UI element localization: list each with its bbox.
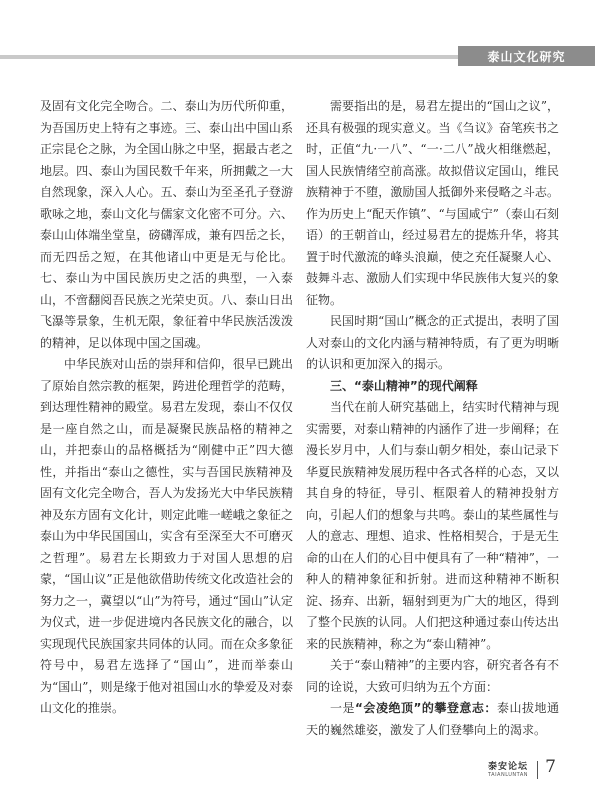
section-title: 泰山文化研究 — [487, 49, 566, 64]
right-paragraph-1: 需要指出的是，易君左提出的“国山之议”，还具有极强的现实意义。当《刍议》奋笔疾书之时，正值“九·一八”、“一·二八”战火相继燃起，国人民族情绪空前高涨。故拟借议定国山，维民族精神于不堕，激励国人抵御外来侵略之斗志。作为历史上“配天作镇”、“与国咸宁”（泰山石刻语）的王朝首山，经过易君左的提炼升华，将其置于时代激流的峰头浪巅，使之充任凝聚人心、鼓舞斗志、激励人们实现中华民族伟大复兴的象征物。 — [306, 99, 559, 307]
point-one-prefix: 一是 — [330, 701, 356, 715]
right-paragraph-4: 关于“泰山精神”的主要内容，研究者各有不同的诠说，大致可归纳为五个方面： — [306, 658, 559, 694]
section-heading: 三、“泰山精神”的现代阐释 — [330, 378, 478, 393]
left-column — [40, 96, 293, 720]
left-paragraph-2: 中华民族对山岳的崇拜和信仰，很早已跳出了原始自然宗教的框架，跨进伦理哲学的范畴，到达理性精神的殿堂。易君左发现，泰山不仅仅是一座自然之山，而是凝聚民族品格的精神之山，并把泰山的品格概括为“刚健中正”四大德性，并指出“泰山之德性，实与吾国民族精神及固有文化完全吻合，吾人为发扬光大中华民族精神及东方固有文化计，则定此唯一嵯峨之象征之泰山为中华民国国山，实含有至深至大不可磨灭之哲理”。易君左长期致力于对国人思想的启蒙，“国山议”正是他欲借助传统文化改造社会的努力之一，冀望以“山”为符号，通过“国山”认定为仪式，进一步促进境内各民族文化的融合，以实现现代民族国家共同体的认同。而在众多象征符号中，易君左选择了“国山”，进而举泰山为“国山”，则是缘于他对祖国山水的挚爱及对泰山文化的推崇。 — [40, 357, 293, 715]
running-header — [0, 46, 595, 66]
right-paragraph-3: 当代在前人研究基础上，结实时代精神与现实需要，对泰山精神的内涵作了进一步阐释；在漫长岁月中，人们与泰山朝夕相处，泰山记录下华夏民族精神发展历程中各式各样的心态，又以其自身的特征，导引、框限着人的精神投射方向，引起人们的想象与共鸣。泰山的某些属性与人的意志、理想、追求、性格相契合，于是无生命的山在人们的心目中便具有了一种“精神”，一种人的精神象征和折射。进而这种精神不断积淀、扬弃、出新，辐射到更为广大的地区，得到了整个民族的认同。人们把这种通过泰山传达出来的民族精神，称之为“泰山精神”。 — [306, 400, 559, 651]
point-one-title: “会凌绝顶”的攀登意志： — [355, 701, 497, 715]
journal-name: 泰安论坛 — [487, 762, 528, 772]
right-paragraph-5 — [306, 698, 559, 741]
page-footer — [470, 759, 580, 789]
journal-name-pinyin: TAIANLUNTAN — [488, 772, 528, 778]
right-column — [306, 96, 559, 741]
right-paragraph-2: 民国时期“国山”概念的正式提出，表明了国人对泰山的文化内涵与精神特质，有了更为明晰的认识和更加深入的揭示。 — [306, 314, 559, 371]
point-one-text: 泰山拔地通天的巍然雄姿，激发了人们登攀向上的渴求。 — [306, 701, 559, 737]
footer-divider — [537, 761, 538, 779]
section-tab — [458, 46, 595, 66]
left-paragraph-1: 及固有文化完全吻合。二、泰山为历代所仰重，为吾国历史上特有之事迹。三、泰山出中国山系正宗昆仑之脉，为全国山脉之中坚，据最古老之地层。四、泰山为国民数千年来，所拥戴之一大自然现象，深入人心。五、泰山为至圣孔子登游歌咏之地，泰山文化与儒家文化密不可分。六、泰山山体端坐堂皇，磅礴浑成，兼有四岳之长，而无四岳之短，在其他诸山中更是无与伦比。七、泰山为中国民族历史之活的典型，一入泰山，不啻翻阅吾民族之光荣史页。八、泰山日出飞瀑等景象，生机无限，象征着中华民族活泼泼的精神，足以体现中国之国魂。 — [40, 99, 293, 350]
page-number: 7 — [545, 757, 556, 777]
